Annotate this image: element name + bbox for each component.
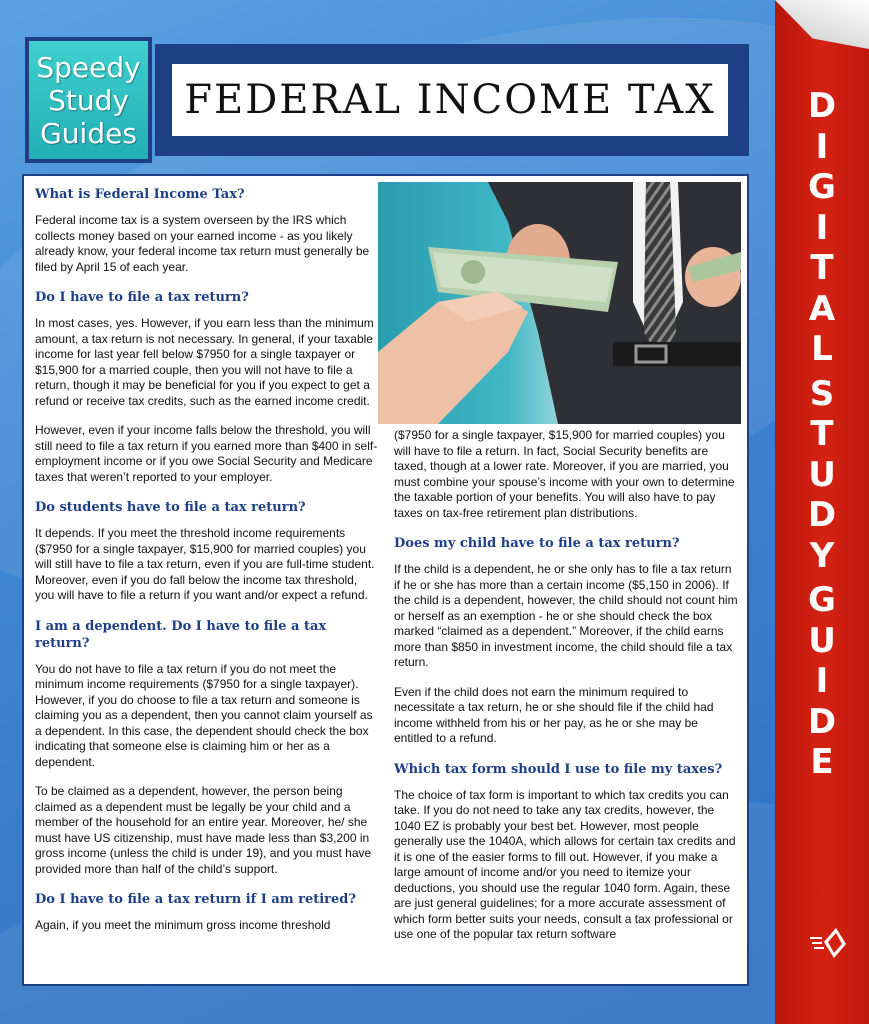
ribbon-letter: D <box>807 701 837 742</box>
paragraph: Again, if you meet the minimum gross income threshold <box>35 918 331 932</box>
paragraph: Even if the child does not earn the minimum required to necessitate a tax return, he or she should file if the child had income withheld from his or her pay, as he or she may be entitled to a refund. <box>394 684 714 745</box>
logo-line: Speedy <box>36 50 141 84</box>
section-heading: Which tax form should I use to file my taxes? <box>394 761 723 777</box>
paragraph: You do not have to file a tax return if you do not meet the minimum income requirements ($7950 for a single taxpayer). However, if you do choose to file a tax return and someone is claiming you as a dependent, then you cannot claim yourself as a dependent. In this case, the dependent should check the box indicating that someone else is claiming him or her as a dependent. <box>35 661 373 769</box>
paragraph: To be claimed as a dependent, however, the person being claimed as a dependent must be legally be your child and a member of the household for an entire year. Moreover, he/ she must have US citizenship, must have made less than $3,200 in gross income (unless the child is under 19), and you must have provided more than half of the child’s support. <box>35 784 372 876</box>
ribbon-letter: G <box>808 580 836 620</box>
paragraph: However, even if your income falls below the threshold, you will still need to file a tax return if you earned more than $400 in self-employment income or if you owe Social Security and Medicare taxes that weren’t reported to your employer. <box>35 423 378 484</box>
ribbon-letter: Y <box>809 535 835 576</box>
title-box <box>172 64 728 136</box>
ribbon-letter: D <box>807 86 837 126</box>
paragraph: If the child is a dependent, he or she only has to file a tax return if he or she has more than a certain income ($5,150 in 2006). If the child is a dependent, however, the child should not count him or herself as an exemption - he or she should check the box marked “claimed as a dependent.” Moreover, if the child earns more than $850 in investment income, the child should file a tax return. <box>394 562 738 669</box>
ribbon-letter: E <box>810 742 834 782</box>
ribbon-letter: U <box>808 454 836 495</box>
paragraph: Federal income tax is a system overseen by the IRS which collects money based on your earned income - as you likely already know, your federal income tax return must generally be filed by April 15 of each year. <box>35 213 370 274</box>
logo-line: Guides <box>40 116 137 150</box>
ribbon-letter: T <box>810 414 834 454</box>
section-heading: Do I have to file a tax return? <box>35 290 249 305</box>
ribbon-letter: I <box>815 126 829 167</box>
section-heading: Do I have to file a tax return if I am retired? <box>35 892 357 907</box>
ribbon-letter: G <box>808 167 836 207</box>
right-column <box>394 428 738 957</box>
logo-line: Study <box>48 83 129 117</box>
photo-illustration <box>378 182 741 424</box>
speedy-study-guides-logo <box>25 37 152 163</box>
left-column <box>35 186 378 948</box>
section-heading: Does my child have to file a tax return? <box>394 536 680 551</box>
section-heading: What is Federal Income Tax? <box>35 187 245 202</box>
ribbon-letter: T <box>810 248 834 288</box>
paragraph: It depends. If you meet the threshold income requirements ($7950 for a single taxpayer, $15,900 for married couples) you will still have to file a tax return, even if you are full-time student. Moreover, even if you do fall below the income tax threshold, you will have to file a return if you want and/or expect a refund. <box>35 526 375 602</box>
ribbon-letter: U <box>808 620 836 661</box>
ribbon-letter: A <box>808 288 836 329</box>
ribbon-letter: D <box>807 495 837 535</box>
ribbon-letter: S <box>809 373 835 414</box>
ribbon-letter: I <box>815 661 829 701</box>
page-title: FEDERAL INCOME TAX <box>184 77 716 123</box>
ribbon-letter: L <box>811 329 833 369</box>
section-heading: Do students have to file a tax return? <box>35 500 306 515</box>
paragraph: ($7950 for a single taxpayer, $15,900 for married couples) you will have to file a return. In fact, Social Security benefits are taxed, though at a lower rate. Moreover, if you are married, you must combine your spouse’s income with your own to determine the taxable portion of your benefits. You will also have to pay taxes on tax-free retirement plan distributions. <box>394 428 735 520</box>
paragraph: The choice of tax form is important to which tax credits you can take. If you do not need to take any tax credits, however, the 1040 EZ is probably your best bet. However, most people generally use the 1040A, which allows for certain tax credits and it is one of the easier forms to fill out. However, if you make a large amount of income and/or you need to itemize your deductions, you should use the regular 1040 form. Again, these are just general guidelines; for a more accurate assessment of which form better suits your needs, consult a tax professional or use one of the popular tax return software <box>394 787 736 941</box>
paragraph: In most cases, yes. However, if you earn less than the minimum amount, a tax return is not necessary. In general, if your taxable income for last year fell below $7950 for a single taxpayer or $15,900 for a married couple, then you will not have to file a return, though it may be beneficial for you if you expect to get a refund or receive tax credits, such as the earned income credit. <box>35 316 374 408</box>
ribbon-vertical-text <box>775 86 869 783</box>
money-handoff-photo <box>378 182 741 424</box>
ribbon-letter: I <box>815 207 829 248</box>
section-heading: I am a dependent. Do I have to file a tax return? <box>35 618 327 651</box>
book-icon <box>808 920 850 962</box>
